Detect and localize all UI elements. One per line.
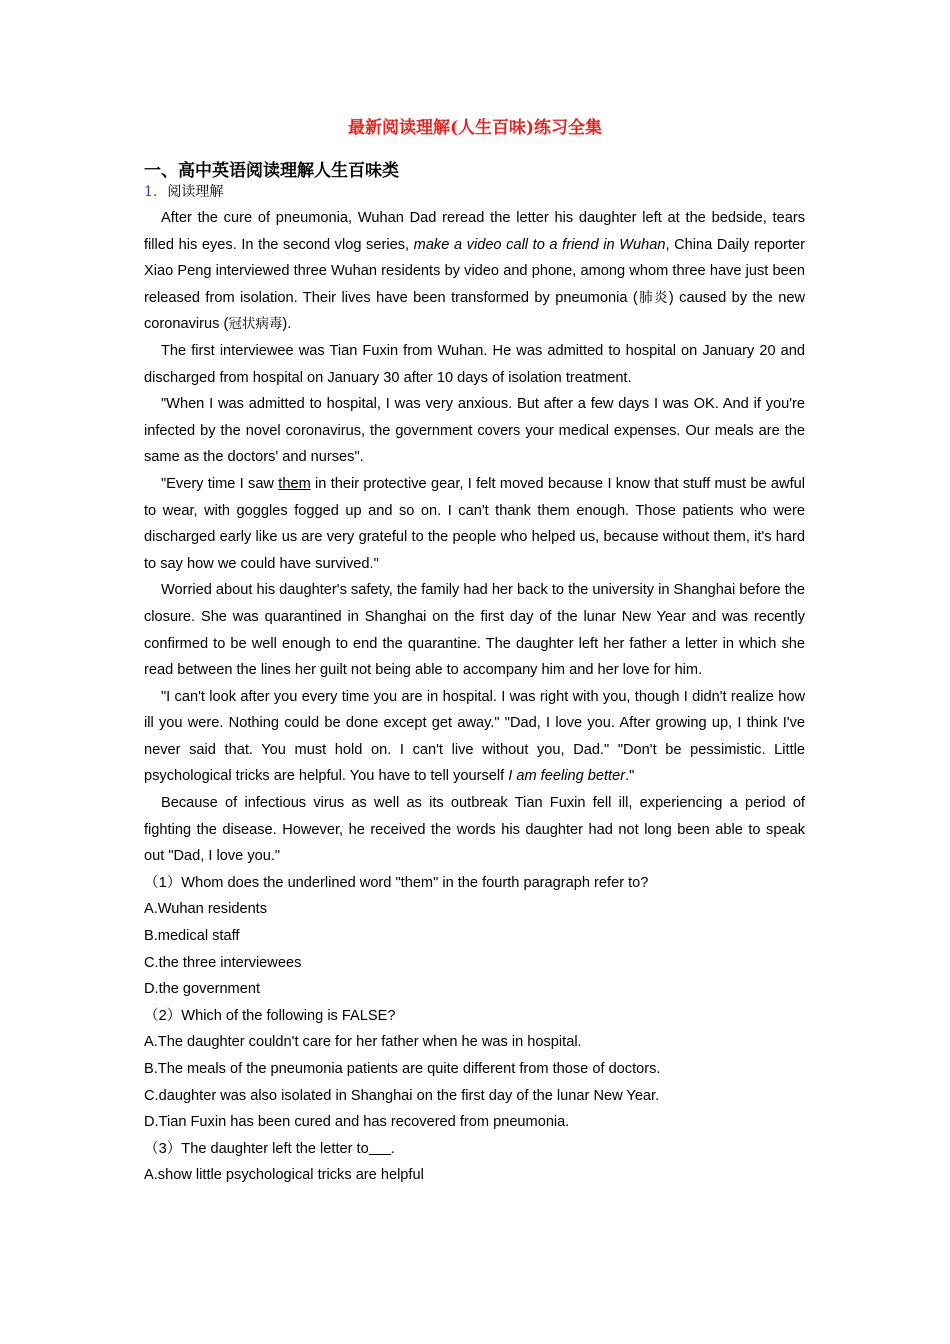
italic-phrase: I am feeling better xyxy=(508,768,626,785)
question-2-option-d: D.Tian Fuxin has been cured and has recovered from pneumonia. xyxy=(144,1114,570,1131)
vlog-series-name: make a video call to a friend in Wuhan xyxy=(413,236,666,253)
document-title: 最新阅读理解(人生百味)练习全集 xyxy=(347,118,603,138)
question-1-option-a: A.Wuhan residents xyxy=(144,901,268,918)
question-number: 1. xyxy=(144,184,158,200)
question-1-stem: （1）Whom does the underlined word "them" in the fourth paragraph refer to? xyxy=(144,874,649,891)
question-1-option-d: D.the government xyxy=(144,981,261,998)
question-2-option-c: C.daughter was also isolated in Shanghai on the first day of the lunar New Year. xyxy=(144,1087,660,1104)
passage-paragraph-7: Because of infectious virus as well as its outbreak Tian Fuxin fell ill, experiencing a period of fighting the disease. However, he received the words his daughter had not long been able to speak out "Dad, I love you." xyxy=(144,795,805,865)
gloss-pneumonia: 肺炎 xyxy=(637,289,669,306)
question-2-option-b: B.The meals of the pneumonia patients are quite different from those of doctors. xyxy=(144,1061,661,1077)
passage-paragraph-6: "I can't look after you every time you are in hospital. I was right with you, though I didn't realize how ill you were. Nothing could be done except get away." "Dad, I love you. After growing up, I think I've never said that. You must hold on. I can't live without you, Dad." "Don't be pessimistic. Little psychological tricks are helpful. You have to tell yourself I am feeling better." xyxy=(144,688,805,785)
question-2-stem: （2）Which of the following is FALSE? xyxy=(144,1007,396,1024)
passage-paragraph-2: The first interviewee was Tian Fuxin from Wuhan. He was admitted to hospital on January 20 and discharged from hospital on January 30 after 10 days of isolation treatment. xyxy=(144,342,805,386)
passage-paragraph-4: "Every time I saw them in their protective gear, I felt moved because I know that stuff must be awful to wear, with goggles fogged up and so on. I can't thank them enough. Those patients who were discharged early like us are very grateful to the people who helped us, because without them, it's hard to say how we could have survived." xyxy=(144,475,805,572)
question-header xyxy=(144,180,223,204)
passage-paragraph-5: Worried about his daughter's safety, the family had her back to the university in Shanghai before the closure. She was quarantined in Shanghai on the first day of the lunar New Year and was recently confirmed to be well enough to end the quarantine. The daughter left her father a letter in which she read between the lines her guilt not being able to accompany him and her love for him. xyxy=(144,582,805,679)
gloss-coronavirus: 冠状病毒 xyxy=(228,316,283,333)
section-heading: 一、高中英语阅读理解人生百味类 xyxy=(144,161,399,181)
question-3-option-a: A.show little psychological tricks are helpful xyxy=(144,1167,424,1184)
question-3-stem: （3）The daughter left the letter to . xyxy=(144,1136,805,1163)
question-1-option-c: C.the three interviewees xyxy=(144,954,302,971)
question-1-option-b: B.medical staff xyxy=(144,928,240,945)
underlined-word: them xyxy=(278,475,311,492)
answer-blank xyxy=(369,1138,391,1155)
passage-paragraph-3: "When I was admitted to hospital, I was very anxious. But after a few days I was OK. And if you're infected by the novel coronavirus, the government covers your medical expenses. Our meals are the same as the doctors' and nurses". xyxy=(144,396,805,466)
passage-body xyxy=(144,205,805,1189)
question-2-option-a: A.The daughter couldn't care for her father when he was in hospital. xyxy=(144,1034,582,1051)
question-type: 阅读理解 xyxy=(167,184,224,200)
passage-paragraph-1: After the cure of pneumonia, Wuhan Dad reread the letter his daughter left at the bedside, tears filled his eyes. In the second vlog series, make a video call to a friend in Wuhan, China Daily reporter Xiao Peng interviewed three Wuhan residents by video and phone, among whom three have just been released from isolation. Their lives have been transformed by pneumonia (肺炎) caused by the new coronavirus (冠状病毒). xyxy=(144,210,805,333)
